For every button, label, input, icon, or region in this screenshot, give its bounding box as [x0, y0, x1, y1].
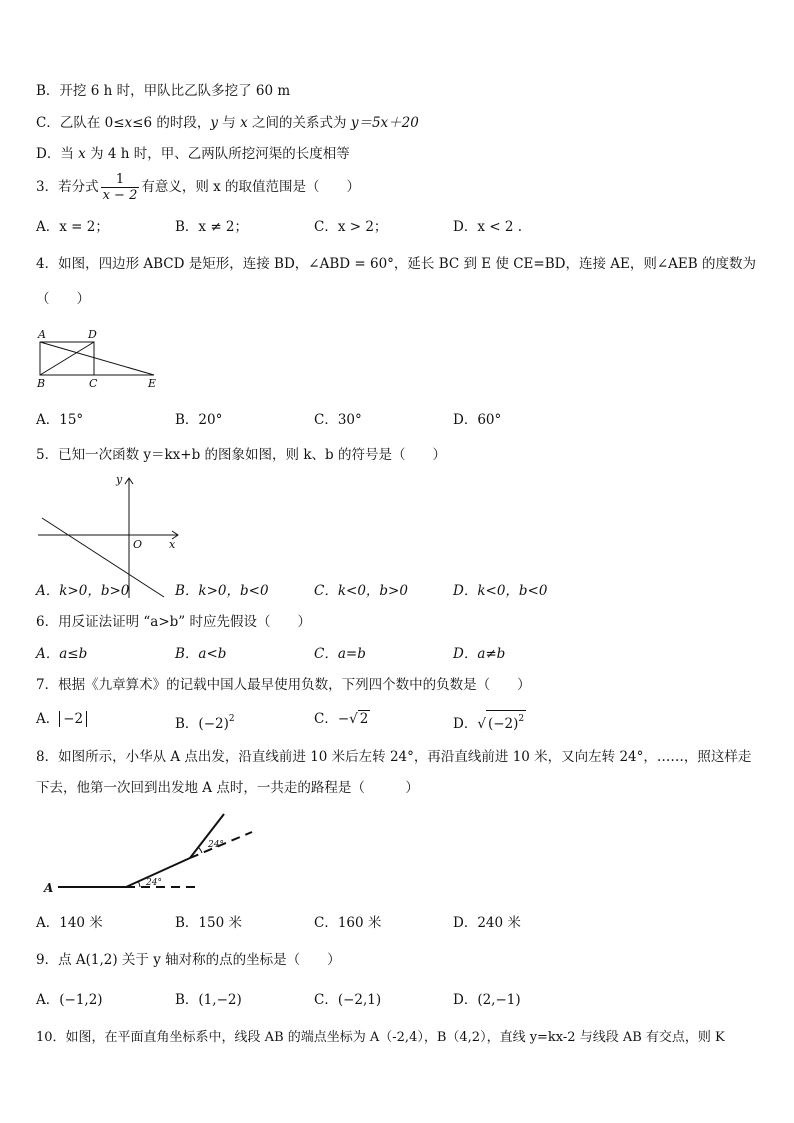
q7-option-c-label: C． — [314, 711, 338, 727]
q5-label-y: y — [116, 473, 123, 486]
q7-option-b — [175, 710, 235, 733]
q7-option-c — [314, 710, 370, 728]
q3-stem — [36, 172, 360, 203]
q9-option-b: B．(1,−2) — [175, 992, 242, 1008]
q2-option-c-var-x2: x — [240, 115, 248, 131]
q2-option-c-mid: ≤6 的时段， — [132, 115, 211, 131]
q2-option-c-prefix: C．乙队在 0≤ — [36, 115, 125, 131]
q6-option-a: A．a≤b — [36, 646, 88, 662]
q7-option-d-radical-sign: √ — [477, 716, 486, 732]
q8-option-b: B．150 米 — [175, 915, 242, 931]
q2-option-d-prefix: D．当 — [36, 146, 79, 162]
q7-option-c-sign: − — [337, 711, 350, 727]
q4-label-b: B — [37, 377, 46, 390]
q4-option-c: C．30° — [314, 412, 362, 428]
q4-segment-bd — [40, 342, 94, 375]
q8-option-d: D．240 米 — [453, 915, 521, 931]
q2-option-c-mid3: 之间的关系式为 — [247, 115, 351, 131]
q8-label-a: A — [44, 881, 54, 895]
q7-option-b-base: (−2) — [198, 716, 229, 732]
q5-label-x: x — [169, 538, 176, 551]
q8-angle-label-2: 24° — [208, 840, 224, 850]
q8-angle-label-1: 24° — [146, 878, 162, 888]
q7-option-d — [453, 710, 526, 733]
q5-option-b: B．k>0，b<0 — [175, 583, 269, 599]
q2-option-c — [36, 114, 419, 132]
q2-option-c-var-x: x — [124, 115, 133, 131]
q5-option-a: A．k>0，b>0 — [36, 583, 130, 599]
q4-option-b: B．20° — [175, 412, 223, 428]
q4-stem-line1: 4．如图，四边形 ABCD 是矩形，连接 BD，∠ABD = 60°，延长 BC 到 E 使 CE=BD，连接 AE，则∠AEB 的度数为 — [36, 256, 756, 272]
q7-stem: 7．根据《九章算术》的记载中国人最早使用负数，下列四个数中的负数是（ ） — [36, 677, 531, 693]
q9-option-a: A．(−1,2) — [36, 992, 103, 1008]
q2-option-d — [36, 145, 350, 163]
q7-option-d-label: D． — [453, 716, 478, 732]
q8-angle-arc-2 — [198, 847, 202, 853]
q2-option-b: B．开挖 6 h 时，甲队比乙队多挖了 60 m — [36, 83, 291, 99]
q8-stem-line1: 8．如图所示，小华从 A 点出发，沿直线前进 10 米后左转 24°，再沿直线前进 10 米，又向左转 24°，……，照这样走 — [36, 749, 752, 765]
q3-fraction-numerator: 1 — [101, 172, 140, 188]
q2-option-c-mid2: 与 — [218, 115, 241, 131]
q3-stem-prefix: 3．若分式 — [36, 179, 99, 195]
q3-stem-suffix: 有意义，则 x 的取值范围是（ ） — [141, 179, 361, 195]
q6-option-c: C．a=b — [314, 646, 366, 662]
q7-option-d-exponent: 2 — [518, 714, 525, 724]
q7-option-c-radical-sign: √ — [349, 711, 358, 727]
q8-angle-arc-1 — [138, 881, 140, 887]
q4-label-e: E — [148, 377, 157, 390]
q5-stem: 5．已知一次函数 y＝kx+b 的图象如图，则 k、b 的符号是（ ） — [36, 447, 446, 463]
q5-option-d: D．k<0，b<0 — [453, 583, 548, 599]
q7-option-a-abs: −2 — [59, 711, 87, 727]
q9-option-d: D．(2,−1) — [453, 992, 521, 1008]
q4-option-d: D．60° — [453, 412, 502, 428]
q8-stem-line2: 下去，他第一次回到出发地 A 点时，一共走的路程是（ ） — [36, 780, 419, 796]
q3-option-c: C．x > 2； — [314, 219, 388, 235]
q3-option-a: A．x = 2； — [36, 219, 109, 235]
q7-option-a-label: A． — [36, 711, 60, 727]
q10-stem: 10．如图，在平面直角坐标系中，线段 AB 的端点坐标为 A（-2,4），B（4,2），直线 y=kx-2 与线段 AB 有交点，则 K — [36, 1030, 725, 1045]
q7-option-d-radicand — [486, 710, 526, 732]
q2-option-d-suffix: 为 4 h 时，甲、乙两队所挖河渠的长度相等 — [85, 146, 350, 162]
q8-path-figure — [38, 808, 260, 898]
q7-option-b-exponent: 2 — [228, 714, 235, 724]
q2-option-d-var-x: x — [78, 146, 86, 162]
q2-option-c-formula: y＝5x＋20 — [350, 115, 419, 131]
q3-fraction-denominator: x − 2 — [102, 188, 138, 203]
q5-option-c: C．k<0，b>0 — [314, 583, 408, 599]
q4-option-a: A．15° — [36, 412, 84, 428]
q6-option-b: B．a<b — [175, 646, 227, 662]
q8-option-c: C．160 米 — [314, 915, 382, 931]
q6-stem: 6．用反证法证明 “a>b” 时应先假设（ ） — [36, 614, 311, 630]
q2-option-c-var-y: y — [210, 115, 218, 131]
q4-label-d: D — [88, 328, 97, 341]
q7-option-a — [36, 710, 87, 728]
q3-option-d: D．x < 2 . — [453, 219, 523, 235]
q3-option-b: B．x ≠ 2； — [175, 219, 249, 235]
q4-stem-line2: （ ） — [36, 291, 90, 307]
q4-rectangle-figure — [34, 326, 168, 390]
q8-option-a: A．140 米 — [36, 915, 103, 931]
q7-option-d-base: (−2) — [487, 716, 519, 732]
q6-option-d: D．a≠b — [453, 646, 506, 662]
q7-option-b-label: B． — [175, 716, 199, 732]
q4-segment-ae — [40, 342, 154, 375]
q4-label-a: A — [38, 328, 46, 341]
q4-label-c: C — [89, 377, 98, 390]
q7-option-c-radicand: 2 — [359, 711, 369, 727]
q9-option-c: C．(−2,1) — [314, 992, 382, 1008]
q5-label-origin: O — [133, 538, 143, 551]
q3-fraction — [101, 172, 140, 203]
q9-stem: 9．点 A(1,2) 关于 y 轴对称的点的坐标是（ ） — [36, 952, 341, 968]
